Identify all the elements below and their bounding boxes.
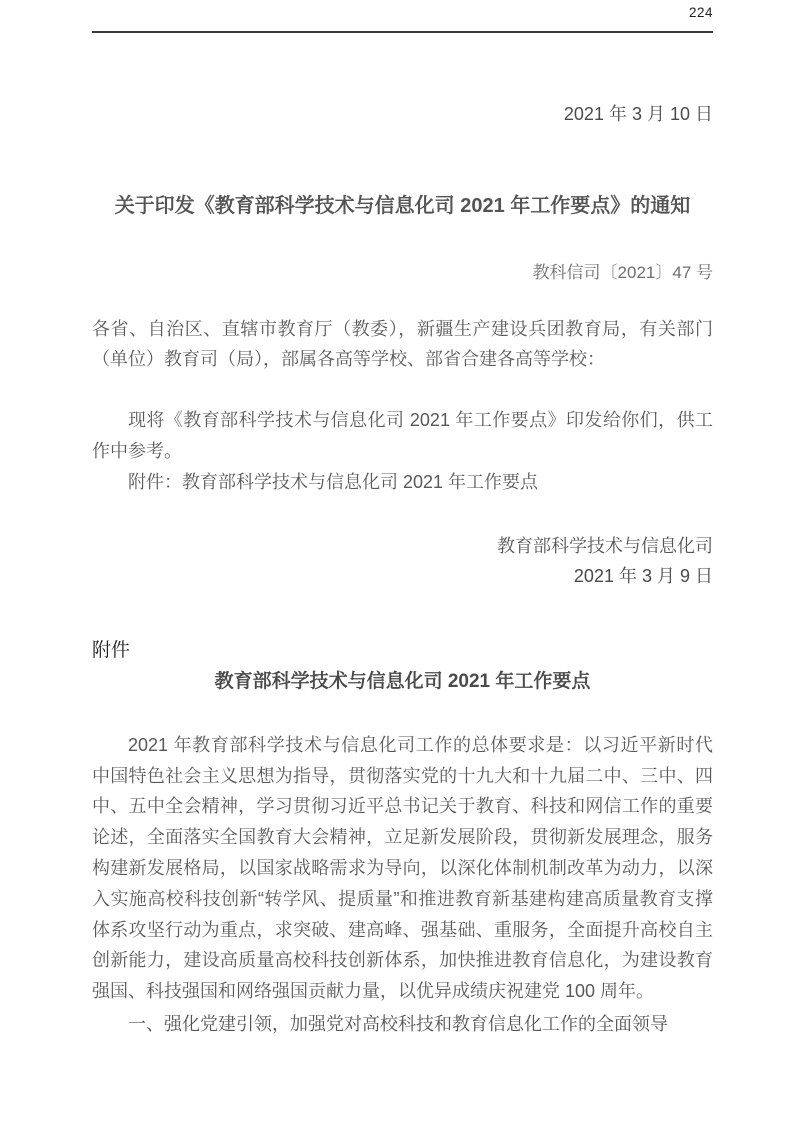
document-number: 教科信司〔2021〕47 号 [532, 262, 713, 282]
section-heading-1: 一、强化党建引领，加强党对高校科技和教育信息化工作的全面领导 [128, 1013, 668, 1034]
notice-date: 2021 年 3 月 10 日 [563, 104, 713, 124]
signature-date: 2021 年 3 月 9 日 [573, 566, 713, 587]
attachment-title: 教育部科学技术与信息化司 2021 年工作要点 [214, 670, 591, 692]
page-number: 224 [688, 5, 713, 20]
attachment-label: 附件 [92, 640, 131, 662]
signer-name: 教育部科学技术与信息化司 [497, 535, 713, 556]
addressee-line: 各省、自治区、直辖市教育厅（教委），新疆生产建设兵团教育局，有关部门（单位）教育司（局），部属各高等学校、部省合建各高等学校： [92, 318, 713, 370]
attachment-body-paragraph: 2021 年教育部科学技术与信息化司工作的总体要求是：以习近平新时代中国特色社会主义思想为指导，贯彻落实党的十九大和十九届二中、三中、四中、五中全会精神，学习贯彻习近平总书记关于教育、科技和网信工作的重要论述，全面落实全国教育大会精神，立足新发展阶段，贯彻新发展理念，服务构建新发展格局，以国家战略需求为导向，以深化体制机制改革为动力，以深入实施高校科技创新“转学风、提质量”和推进教育新基建构建高质量教育支撑体系攻坚行动为重点，求突破、建高峰、强基础、重服务，全面提升高校自主创新能力，建设高质量高校科技创新体系，加快推进教育信息化，为建设教育强国、科技强国和网络强国贡献力量，以优异成绩庆祝建党 100 周年。 [92, 734, 713, 1002]
notice-title: 关于印发《教育部科学技术与信息化司 2021 年工作要点》的通知 [114, 194, 691, 217]
header-divider-rule [92, 31, 713, 33]
attachment-note-line: 附件：教育部科学技术与信息化司 2021 年工作要点 [128, 471, 539, 492]
notice-body-paragraph: 现将《教育部科学技术与信息化司 2021 年工作要点》印发给你们，供工作中参考。 [92, 410, 713, 461]
